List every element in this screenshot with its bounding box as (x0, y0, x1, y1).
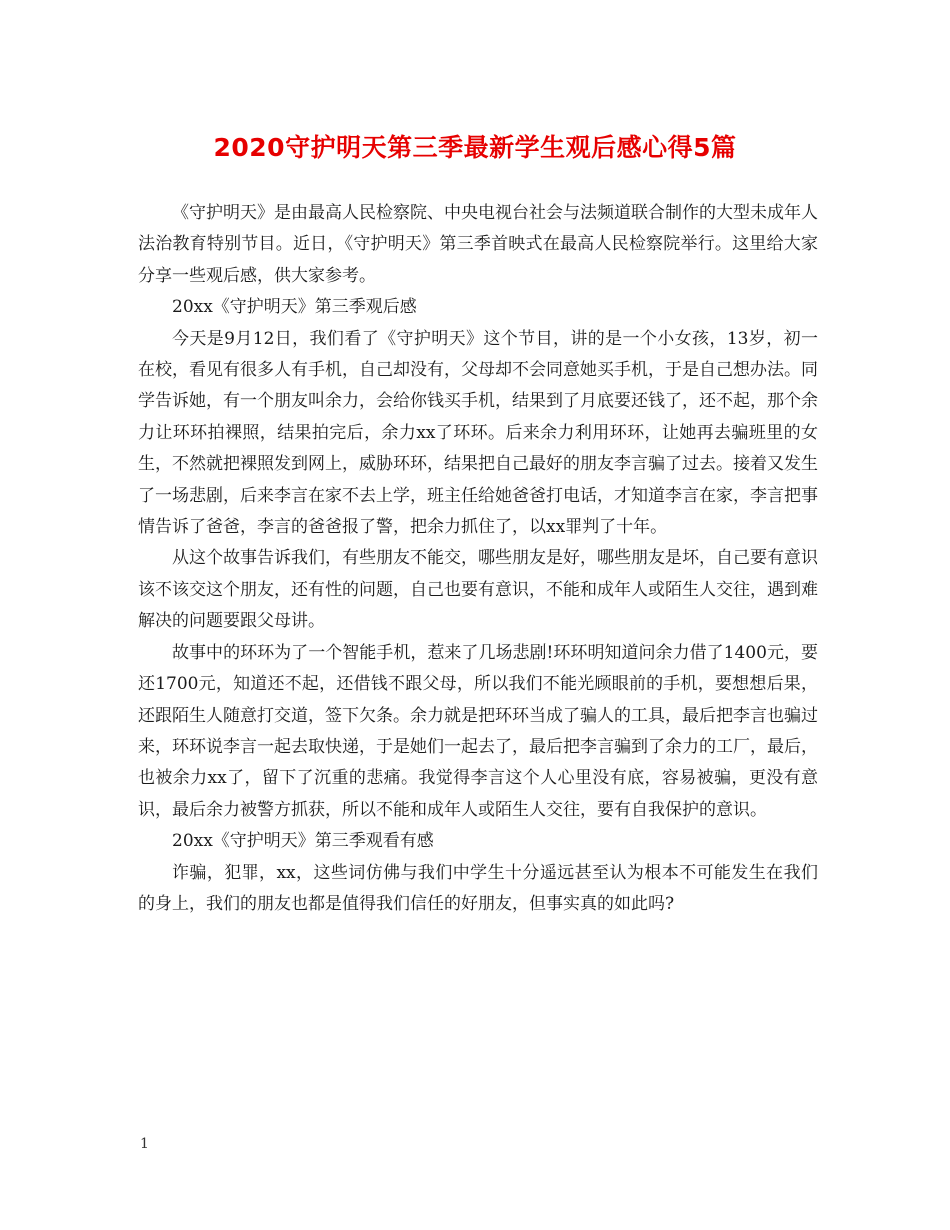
section-heading-1: 20xx《守护明天》第三季观后感 (172, 297, 417, 318)
section-heading-2: 20xx《守护明天》第三季观看有感 (172, 831, 434, 852)
reflection-paragraph: 故事中的环环为了一个智能手机，惹来了几场悲剧!环环明知道问余力借了1400元，要还1700元，知道还不起，还借钱不跟父母，所以我们不能光顾眼前的手机，要想想后果，还跟陌生人随意打交道，签下欠条。余力就是把环环当成了骗人的工具，最后把李言也骗过来，环环说李言一起去取快递，于是她们一起去了，最后把李言骗到了余力的工厂，最后，也被余力xx了，留下了沉重的悲痛。我觉得李言这个人心里没有底，容易被骗，更没有意识，最后余力被警方抓获，所以不能和成年人或陌生人交往，要有自我保护的意识。 (138, 642, 818, 820)
story-paragraph: 今天是9月12日，我们看了《守护明天》这个节目，讲的是一个小女孩，13岁，初一在校，看见有很多人有手机，自己却没有，父母却不会同意她买手机，于是自己想办法。同学告诉她，有一个朋友叫余力，会给你钱买手机，结果到了月底要还钱了，还不起，那个余力让环环拍裸照，结果拍完后，余力xx了环环。后来余力利用环环，让她再去骗班里的女生，不然就把裸照发到网上，威胁环环，结果把自己最好的朋友李言骗了过去。接着又发生了一场悲剧，后来李言在家不去上学，班主任给她爸爸打电话，才知道李言在家，李言把事情告诉了爸爸，李言的爸爸报了警，把余力抓住了，以xx罪判了十年。 (138, 328, 818, 538)
page-number: 1 (140, 1136, 149, 1152)
intro-paragraph: 《守护明天》是由最高人民检察院、中央电视台社会与法频道联合制作的大型未成年人法治教育特别节目。近日，《守护明天》第三季首映式在最高人民检察院举行。这里给大家分享一些观后感，供大家参考。 (138, 203, 818, 286)
closing-paragraph: 诈骗，犯罪，xx，这些词仿佛与我们中学生十分遥远甚至认为根本不可能发生在我们的身上，我们的朋友也都是值得我们信任的好朋友，但事实真的如此吗? (138, 862, 818, 914)
document-body (138, 198, 818, 920)
lesson-paragraph: 从这个故事告诉我们，有些朋友不能交，哪些朋友是好，哪些朋友是坏，自己要有意识该不该交这个朋友，还有性的问题，自己也要有意识，不能和成年人或陌生人交往，遇到难解决的问题要跟父母讲。 (138, 548, 818, 632)
document-title: 2020守护明天第三季最新学生观后感心得5篇 (213, 133, 737, 162)
